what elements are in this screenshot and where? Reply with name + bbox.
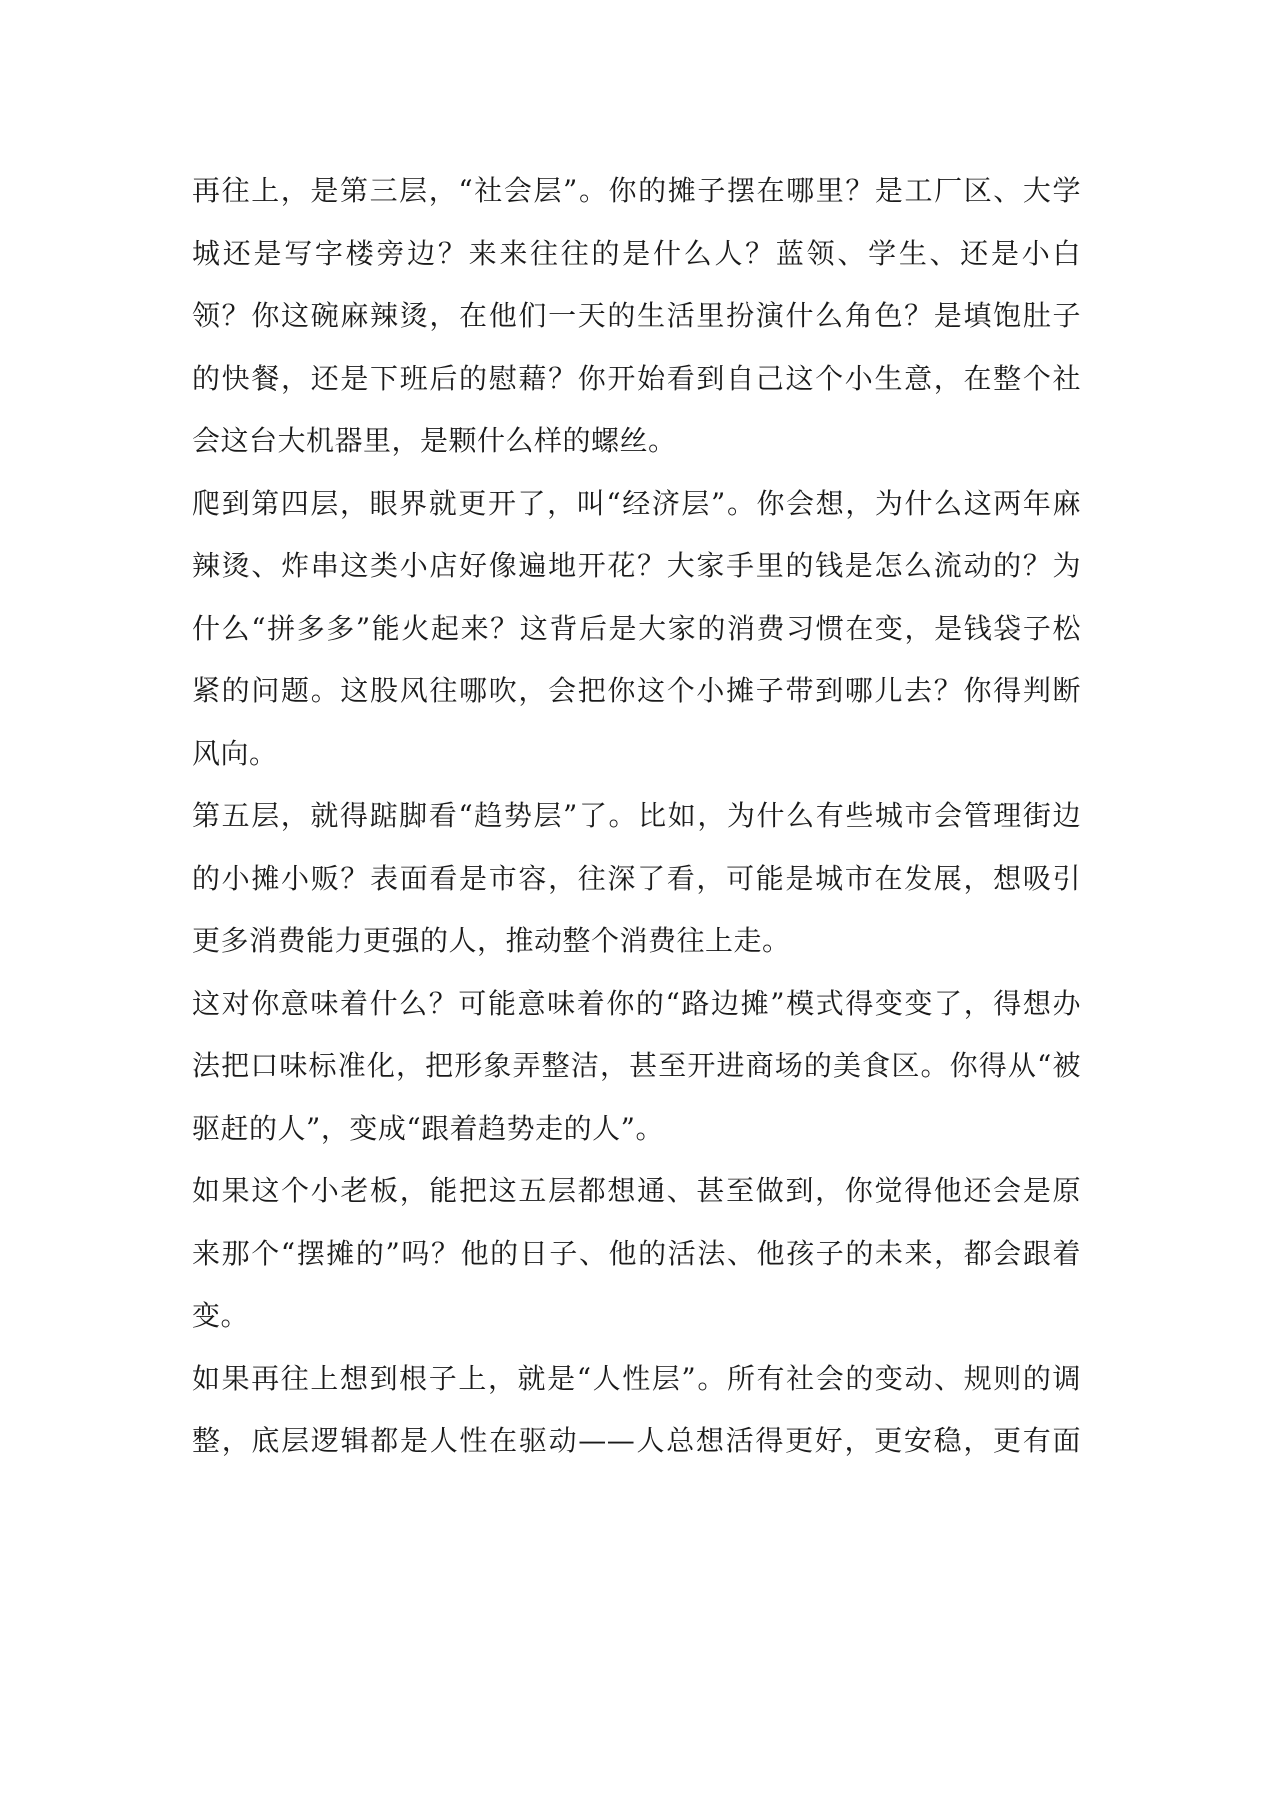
text-line: 整，底层逻辑都是人性在驱动——人总想活得更好，更安稳，更有面 [192,1424,1081,1457]
text-line: 法把口味标准化，把形象弄整洁，甚至开进商场的美食区。你得从“被 [192,1049,1081,1082]
text-line: 再往上，是第三层，“社会层”。你的摊子摆在哪里？是工厂区、大学 [192,174,1081,207]
text-line: 风向。 [192,736,278,770]
text-line: 来那个“摆摊的”吗？他的日子、他的活法、他孩子的未来，都会跟着 [192,1236,1081,1270]
text-line: 驱赶的人”，变成“跟着趋势走的人”。 [192,1111,664,1145]
text-line: 什么“拼多多”能火起来？这背后是大家的消费习惯在变，是钱袋子松 [192,611,1081,645]
text-line: 领？你这碗麻辣烫，在他们一天的生活里扮演什么角色？是填饱肚子 [192,299,1081,332]
text-line: 辣烫、炸串这类小店好像遍地开花？大家手里的钱是怎么流动的？为 [192,549,1081,582]
text-line: 紧的问题。这股风往哪吹，会把你这个小摊子带到哪儿去？你得判断 [192,674,1081,707]
text-line: 更多消费能力更强的人，推动整个消费往上走。 [192,924,791,957]
text-line: 如果这个小老板，能把这五层都想通、甚至做到，你觉得他还会是原 [192,1174,1081,1207]
text-line: 这对你意味着什么？可能意味着你的“路边摊”模式得变变了，得想办 [192,986,1081,1020]
text-line: 如果再往上想到根子上，就是“人性层”。所有社会的变动、规则的调 [192,1361,1081,1395]
text-line: 变。 [192,1299,250,1332]
text-line: 爬到第四层，眼界就更开了，叫“经济层”。你会想，为什么这两年麻 [192,486,1081,520]
text-line: 会这台大机器里，是颗什么样的螺丝。 [192,424,677,457]
text-line: 的小摊小贩？表面看是市容，往深了看，可能是城市在发展，想吸引 [192,861,1081,895]
text-line: 第五层，就得踮脚看“趋势层”了。比如，为什么有些城市会管理街边 [192,799,1081,832]
text-line: 的快餐，还是下班后的慰藉？你开始看到自己这个小生意，在整个社 [192,361,1081,395]
text-line: 城还是写字楼旁边？来来往往的是什么人？蓝领、学生、还是小白 [192,236,1081,270]
body-text [192,160,1081,1473]
